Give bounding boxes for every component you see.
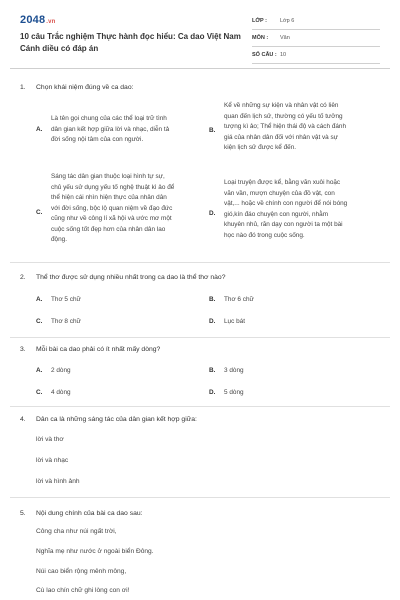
option-line: văn vần, mượn chuyện của đồ vật, con — [224, 189, 335, 197]
meta-row-subject — [252, 30, 380, 47]
meta-label: LỚP : — [252, 18, 267, 24]
option-line: dân gian kết hợp giữa lời và nhạc, diễn tả — [51, 125, 170, 133]
question-separator — [10, 337, 390, 338]
option-2d[interactable] — [209, 317, 369, 328]
meta-label: MÔN : — [252, 35, 269, 41]
meta-label: SỐ CÂU : — [252, 52, 277, 58]
option-3c[interactable] — [36, 388, 196, 399]
option-2a[interactable] — [36, 295, 196, 306]
option-text: Thơ 6 chữ — [224, 296, 254, 303]
option-line: động. — [51, 236, 67, 243]
option-line: gió,kín đáo chuyện con người, nhằm — [224, 210, 329, 218]
option-line: tượng kì ảo; Thể hiện thái độ và cách đánh — [224, 123, 347, 130]
option-line: Kể về những sự kiện và nhân vật có liên — [224, 102, 339, 109]
option-letter: C. — [36, 318, 43, 325]
question-text: Nội dung chính của bài ca dao sau: — [36, 510, 143, 517]
question-number: 4. — [20, 416, 26, 423]
option-letter: D. — [209, 210, 216, 217]
option-2b[interactable] — [209, 295, 369, 306]
option-2c[interactable] — [36, 317, 196, 328]
option-text: Thơ 8 chữ — [51, 318, 81, 325]
question-separator — [10, 497, 390, 498]
option-3b[interactable] — [209, 366, 369, 377]
option-letter: B. — [209, 296, 216, 303]
option-text — [51, 114, 169, 146]
poem-line: Nghĩa mẹ như nước ở ngoài biển Đông. — [36, 548, 154, 555]
option-line: cuộc sống tốt đẹp hơn của nhân dân lao — [51, 225, 166, 233]
option-text — [224, 178, 347, 241]
logo-suffix: .vn — [46, 19, 56, 25]
option-letter: B. — [209, 127, 216, 134]
meta-row-question-count — [252, 47, 380, 64]
option-letter: D. — [209, 389, 216, 396]
option-line: Là tên gọi chung của các thể loại trữ tình — [51, 115, 167, 122]
option-text — [224, 101, 346, 154]
option-1d[interactable] — [209, 178, 389, 244]
option-text: Lục bát — [224, 318, 245, 325]
option-1a[interactable] — [36, 114, 216, 150]
option-line: chủ yếu sử dụng yếu tố nghệ thuật kì ảo để — [51, 183, 175, 191]
option-3a[interactable] — [36, 366, 196, 377]
option-letter: C. — [36, 209, 43, 216]
question-text: Dân ca là những sáng tác của dân gian kết hợp giữa: — [36, 416, 197, 423]
option-line: cũng như về công lí xã hội và ước mơ một — [51, 215, 172, 222]
option-text: 3 dòng — [224, 367, 244, 374]
option-line: Loại truyện được kể, bằng văn xuôi hoặc — [224, 179, 341, 186]
option-line: đời sống nội tâm của con người. — [51, 136, 144, 143]
option-line: vật,... hoặc về chính con người để nói bóng — [224, 200, 348, 207]
option-1c[interactable] — [36, 172, 216, 250]
option-line: khuyên nhủ, răn dạy con người ta một bài — [224, 221, 343, 228]
option-text: Thơ 5 chữ — [51, 296, 81, 303]
meta-info-table — [252, 13, 380, 64]
question-number: 3. — [20, 346, 26, 353]
option-3d[interactable] — [209, 388, 369, 399]
option-line: kiện lịch sử được kể đến. — [224, 144, 297, 151]
site-logo[interactable] — [20, 14, 56, 26]
question-separator — [10, 262, 390, 263]
question-text: Mỗi bài ca dao phải có ít nhất mấy dòng? — [36, 346, 161, 353]
header-divider — [10, 68, 390, 69]
answer-line[interactable]: lời và thơ — [36, 436, 64, 443]
question-text: Thể thơ được sử dụng nhiều nhất trong ca dao là thể thơ nào? — [36, 274, 226, 281]
question-number: 1. — [20, 84, 26, 91]
option-text: 2 dòng — [51, 367, 71, 374]
meta-value: Văn — [280, 35, 290, 41]
answer-line[interactable]: lời và nhạc — [36, 457, 69, 464]
option-letter: B. — [209, 367, 216, 374]
logo-text: 2048 — [20, 14, 46, 26]
option-1b[interactable] — [209, 101, 389, 157]
option-text — [51, 172, 174, 246]
option-line: học nào đó trong cuộc sống. — [224, 231, 305, 239]
question-separator — [10, 406, 390, 407]
option-letter: A. — [36, 367, 43, 374]
document-title: 10 câu Trắc nghiệm Thực hành đọc hiểu: Ca dao Việt Nam Cánh diều có đáp án — [20, 32, 241, 53]
option-letter: A. — [36, 125, 43, 133]
option-line: với đời sống, bộc lộ quan niệm về đạo đức — [51, 204, 173, 212]
meta-value: 10 — [280, 52, 287, 58]
option-line: thể hiện cái nhìn hiện thực của nhân dân — [51, 194, 167, 201]
option-letter: D. — [209, 318, 216, 325]
poem-line: Núi cao biển rộng mênh mông, — [36, 568, 127, 575]
option-letter: C. — [36, 389, 43, 396]
poem-line: Công cha như núi ngất trời, — [36, 528, 117, 535]
question-text: Chọn khái niệm đúng về ca dao: — [36, 84, 134, 91]
option-text: 5 dòng — [224, 389, 244, 396]
worksheet-header — [0, 0, 400, 68]
poem-line: Cù lao chín chữ ghi lòng con ơi! — [36, 587, 130, 594]
question-number: 2. — [20, 274, 26, 281]
option-line: quan đến lịch sử, thường có yếu tố tưởng — [224, 112, 343, 120]
answer-line[interactable]: lời và hình ảnh — [36, 478, 80, 485]
question-number: 5. — [20, 510, 26, 517]
option-letter: A. — [36, 296, 43, 303]
meta-row-class — [252, 13, 380, 30]
option-text: 4 dòng — [51, 389, 71, 396]
option-line: Sáng tác dân gian thuộc loại hình tự sự, — [51, 173, 165, 180]
option-line: giá của nhân dân đối với nhân vật và sự — [224, 133, 338, 141]
meta-value: Lớp 6 — [280, 18, 295, 24]
